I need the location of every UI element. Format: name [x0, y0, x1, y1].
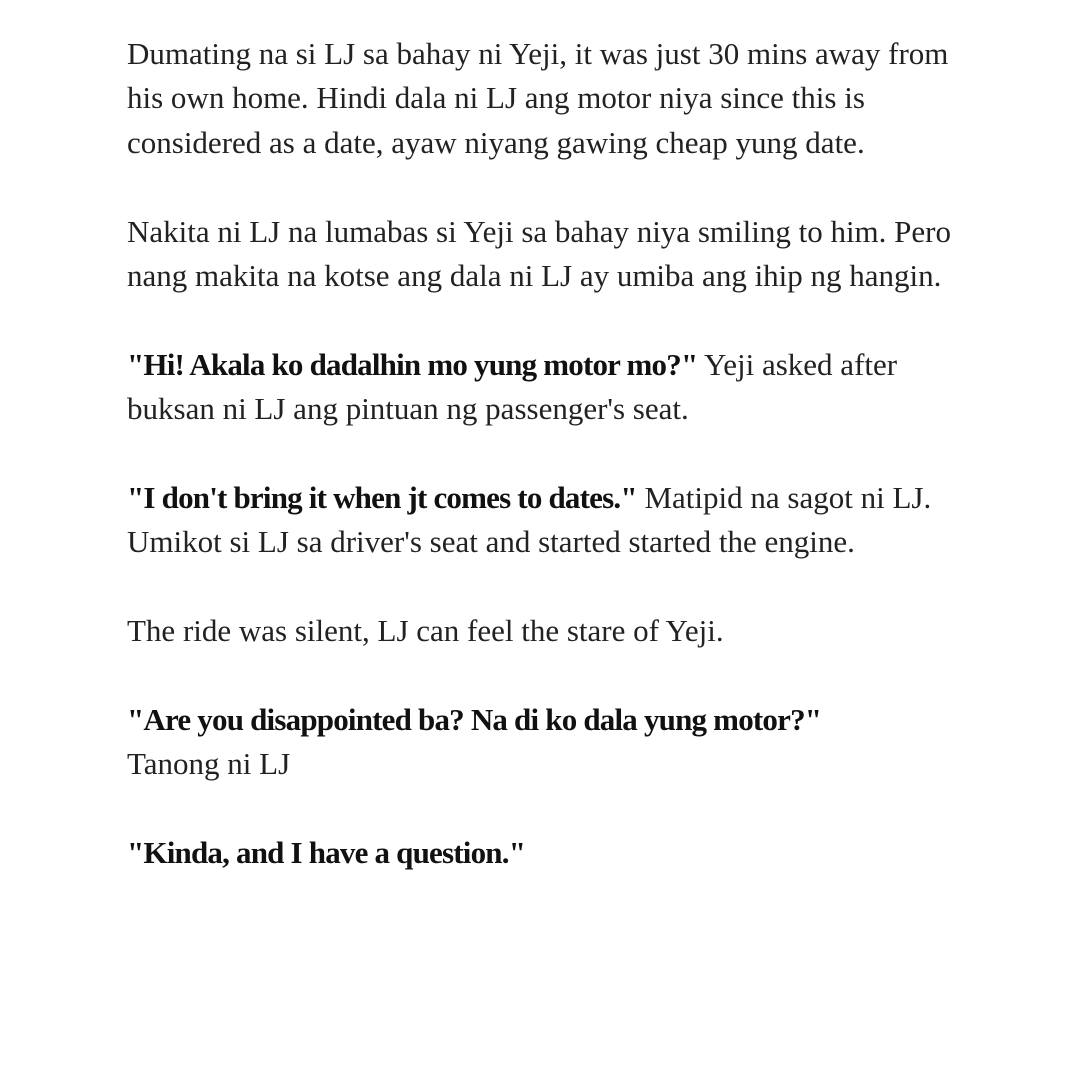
- paragraph-silent-ride: [127, 609, 967, 653]
- story-text: [127, 32, 967, 920]
- narration-text: Tanong ni LJ: [127, 746, 291, 782]
- paragraph-lj-asks: [127, 698, 967, 787]
- narration-text: Yeji asked after buksan ni LJ ang pintuan ng passenger's seat.: [127, 346, 898, 427]
- paragraph-lj-answer: [127, 476, 967, 565]
- paragraph-yeji-comes-out: [127, 210, 967, 299]
- narration-text: Nakita ni LJ na lumabas si Yeji sa bahay niya smiling to him. Pero nang makita na kotse ang dala ni LJ ay umiba ang ihip ng hangin.: [127, 213, 951, 294]
- dialogue-text: "I don't bring it when jt comes to dates.": [127, 480, 637, 516]
- narration-text: The ride was silent, LJ can feel the stare of Yeji.: [127, 613, 724, 649]
- narration-text: Matipid na sagot ni LJ. Umikot si LJ sa driver's seat and started started the engine.: [127, 480, 932, 560]
- dialogue-text: "Kinda, and I have a question.": [127, 835, 526, 871]
- narration-text: Dumating na si LJ sa bahay ni Yeji, it was just 30 mins away from his own home. Hindi dala ni LJ ang motor niya since this is considered as a date, ayaw niyang gawing cheap yung date.: [127, 36, 949, 160]
- dialogue-text: "Are you disappointed ba? Na di ko dala yung motor?": [127, 702, 822, 738]
- paragraph-yeji-question: [127, 343, 967, 432]
- dialogue-text: "Hi! Akala ko dadalhin mo yung motor mo?": [127, 346, 698, 382]
- paragraph-arrival: [127, 32, 967, 165]
- paragraph-yeji-reply: [127, 831, 967, 875]
